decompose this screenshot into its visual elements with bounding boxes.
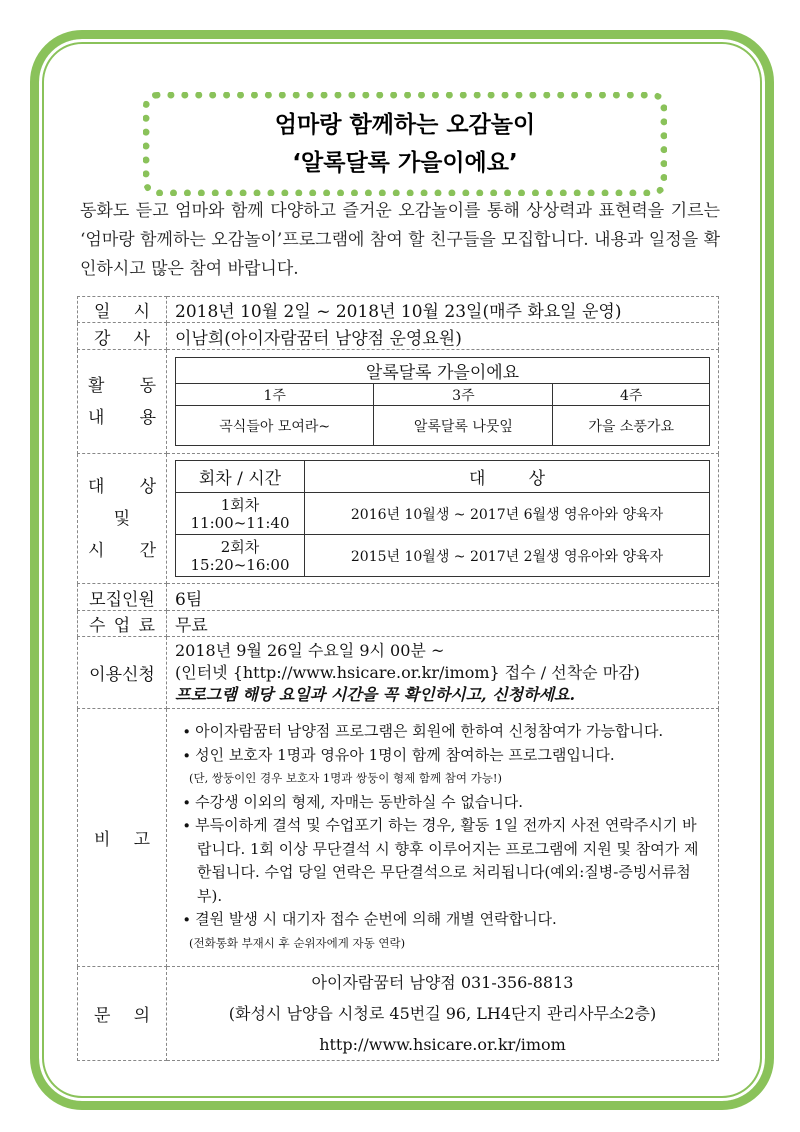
label-char: 고 bbox=[133, 830, 150, 850]
label-char: 간 bbox=[139, 540, 156, 561]
activity-heading: 알록달록 가을이에요 bbox=[176, 358, 710, 384]
row-activity bbox=[78, 350, 719, 454]
note-5: ∙ 결원 발생 시 대기자 접수 순번에 의해 개별 연락합니다. bbox=[183, 910, 557, 928]
activity-cell bbox=[167, 350, 719, 454]
activity-table bbox=[175, 357, 710, 446]
contact-cell bbox=[167, 967, 719, 1061]
note-3: ∙ 수강생 이외의 형제, 자매는 동반하실 수 없습니다. bbox=[183, 792, 524, 811]
target-1: 2016년 10월생 ~ 2017년 6월생 영유아와 양육자 bbox=[305, 493, 710, 535]
label-activity bbox=[78, 350, 167, 454]
label-char: 상 bbox=[139, 476, 156, 497]
note-2: ∙ 성인 보호자 1명과 영유아 1명이 함께 참여하는 프로그램입니다. bbox=[183, 745, 615, 764]
info-table bbox=[77, 296, 719, 1061]
label-char: 일 bbox=[94, 302, 111, 322]
week-content: 가을 소풍가요 bbox=[553, 406, 710, 446]
week-label: 1주 bbox=[176, 384, 374, 406]
session-2 bbox=[176, 535, 305, 577]
label-apply: 이용신청 bbox=[78, 637, 167, 709]
title-line-1: 엄마랑 함께하는 오감놀이 bbox=[274, 112, 536, 138]
label-char: 대 bbox=[88, 476, 105, 497]
label-char: 문 bbox=[94, 1006, 111, 1026]
apply-notice: 프로그램 해당 요일과 시간을 꼭 확인하시고, 신청하세요. bbox=[175, 684, 576, 704]
label-schedule bbox=[78, 297, 167, 323]
row-notes bbox=[78, 709, 719, 967]
label-char: 사 bbox=[133, 328, 150, 349]
note-1: ∙ 아이자람꿈터 남양점 프로그램은 회원에 한하여 신청참여가 가능합니다. bbox=[183, 722, 664, 740]
label-instructor bbox=[78, 323, 167, 350]
week-content: 알록달록 나뭇잎 bbox=[374, 406, 553, 446]
row-recruit bbox=[78, 584, 719, 611]
note-5-sub: (전화통화 부재시 후 순위자에게 자동 연락) bbox=[189, 935, 406, 950]
session-time: 11:00~11:40 bbox=[190, 513, 290, 532]
label-char: 수 bbox=[89, 616, 106, 636]
label-fee bbox=[78, 611, 167, 637]
label-char: 및 bbox=[113, 508, 131, 529]
target-table bbox=[175, 460, 710, 577]
label-char: 업 bbox=[113, 616, 131, 636]
week-label: 4주 bbox=[553, 384, 710, 406]
row-instructor bbox=[78, 323, 719, 350]
target-cell bbox=[167, 454, 719, 584]
apply-method: (인터넷 {http://www.hsicare.or.kr/imom} 접수 / 선착순 마감) bbox=[175, 662, 640, 682]
label-char: 내 bbox=[88, 407, 105, 428]
label-notes bbox=[78, 709, 167, 967]
label-char: 시 bbox=[88, 540, 105, 561]
label-char: 시 bbox=[133, 302, 150, 322]
label-char: 의 bbox=[133, 1006, 150, 1026]
row-contact bbox=[78, 967, 719, 1061]
recruit-value: 6팀 bbox=[167, 584, 719, 611]
label-char: 활 bbox=[88, 375, 105, 396]
label-contact bbox=[78, 967, 167, 1061]
target-col-session: 회차 / 시간 bbox=[176, 461, 305, 493]
note-2-sub: (단, 쌍둥이인 경우 보호자 1명과 쌍둥이 형제 함께 참여 가능!) bbox=[189, 771, 502, 785]
schedule-value: 2018년 10월 2일 ~ 2018년 10월 23일(매주 화요일 운영) bbox=[167, 297, 719, 323]
target-col-target: 대 상 bbox=[305, 461, 710, 493]
session-1 bbox=[176, 493, 305, 535]
session-number: 1회차 bbox=[220, 495, 260, 514]
week-label: 3주 bbox=[374, 384, 553, 406]
row-target bbox=[78, 454, 719, 584]
label-char: 료 bbox=[138, 616, 155, 636]
intro-paragraph: 동화도 듣고 엄마와 함께 다양하고 즐거운 오감놀이를 통해 상상력과 표현력을 기르는 ‘엄마랑 함께하는 오감놀이’프로그램에 참여 할 친구들을 모집합니다. 내용과 일정을 확인하시고 많은 참여 바랍니다. bbox=[80, 201, 720, 279]
row-apply bbox=[78, 637, 719, 709]
label-char: 강 bbox=[94, 328, 111, 349]
notes-cell bbox=[167, 709, 719, 967]
week-content: 곡식들아 모여라~ bbox=[176, 406, 374, 446]
apply-cell bbox=[167, 637, 719, 709]
row-fee bbox=[78, 611, 719, 637]
label-char: 용 bbox=[139, 407, 156, 428]
label-char: 동 bbox=[139, 375, 156, 396]
target-2: 2015년 10월생 ~ 2017년 2월생 영유아와 양육자 bbox=[305, 535, 710, 577]
label-recruit: 모집인원 bbox=[78, 584, 167, 611]
row-schedule bbox=[78, 297, 719, 323]
apply-date: 2018년 9월 26일 수요일 9시 00분 ~ bbox=[175, 640, 445, 660]
fee-value: 무료 bbox=[167, 611, 719, 637]
contact-url[interactable]: http://www.hsicare.or.kr/imom bbox=[319, 1035, 566, 1054]
title-line-2: ‘알록달록 가을이에요’ bbox=[292, 150, 518, 176]
label-target bbox=[78, 454, 167, 584]
session-time: 15:20~16:00 bbox=[190, 555, 290, 574]
instructor-value: 이남희(아이자람꿈터 남양점 운영요원) bbox=[167, 323, 719, 350]
label-char: 비 bbox=[94, 830, 111, 850]
session-number: 2회차 bbox=[220, 537, 260, 556]
contact-address: (화성시 남양읍 시청로 45번길 96, LH4단지 관리사무소2층) bbox=[228, 1004, 657, 1023]
note-4: ∙ 부득이하게 결석 및 수업포기 하는 경우, 활동 1일 전까지 사전 연락주시기 바랍니다. 1회 이상 무단결석 시 향후 이루어지는 프로그램에 지원 및 참여가 제한됩니다. 수업 당일 연락은 무단결석으로 처리됩니다(예외:질병-증빙서류첨부). bbox=[183, 816, 699, 905]
contact-phone: 아이자람꿈터 남양점 031-356-8813 bbox=[311, 973, 574, 992]
